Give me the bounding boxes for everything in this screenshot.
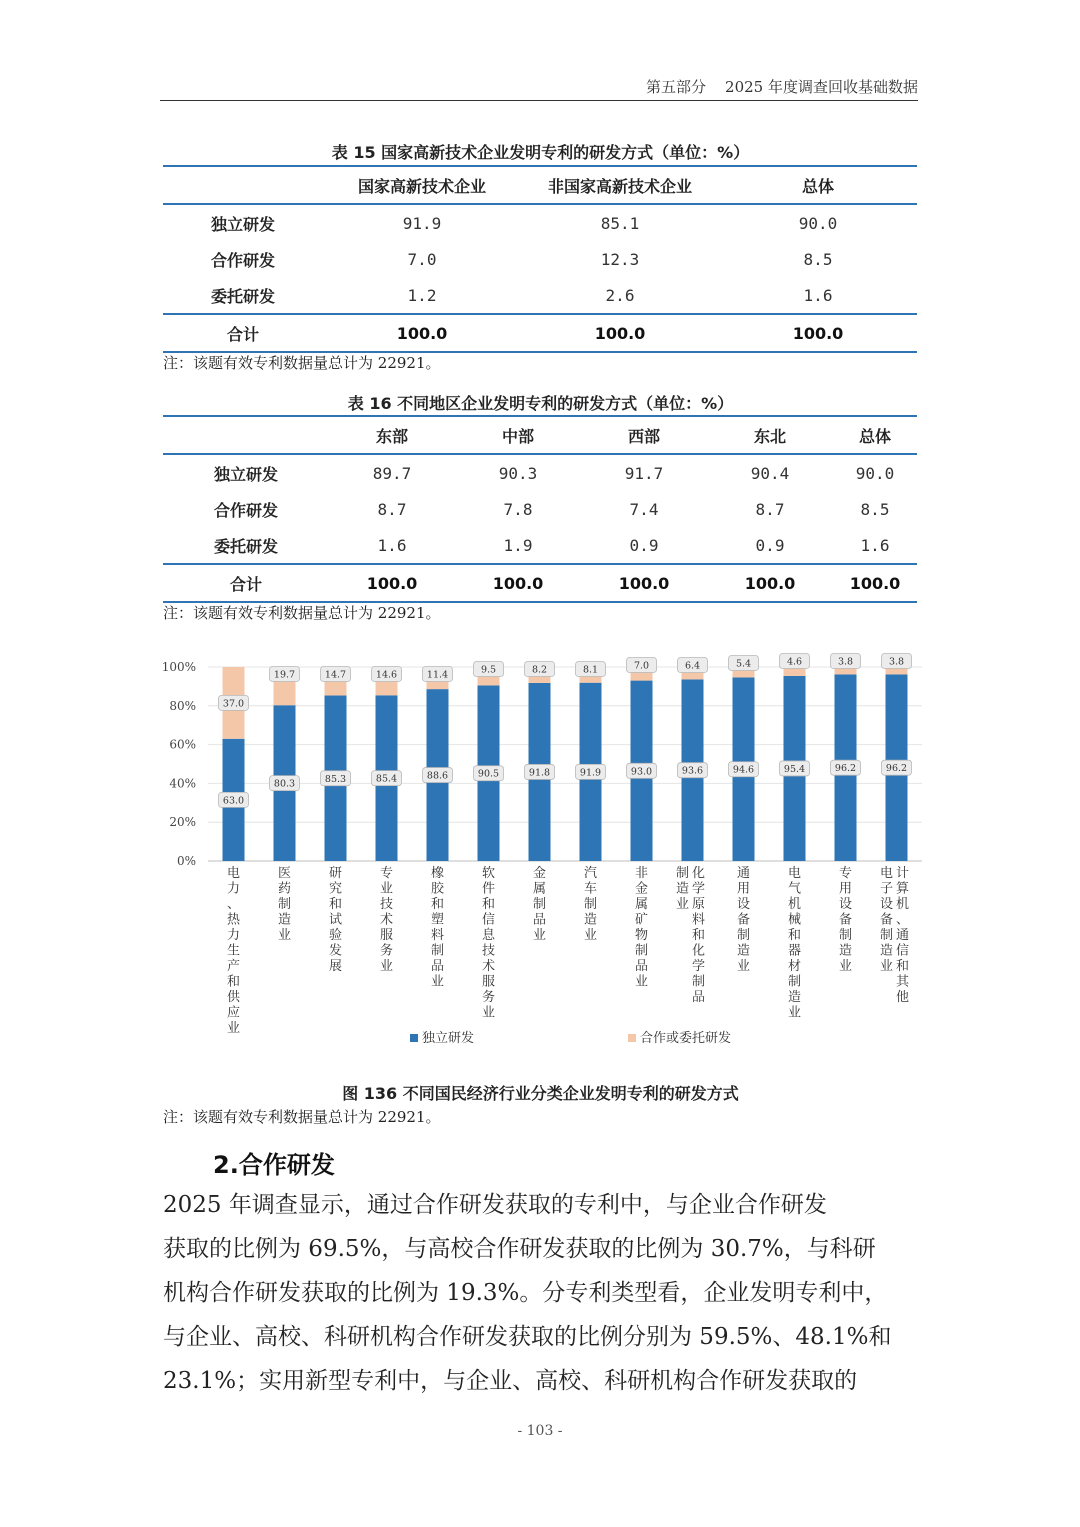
x-category-label: 制	[736, 928, 751, 943]
table16	[163, 415, 917, 603]
x-category-label: 业	[634, 974, 649, 990]
x-category-label: 技	[481, 943, 496, 959]
x-category-label: 究	[328, 881, 343, 897]
table-cell: 100.0	[707, 564, 833, 602]
x-category-label: 供	[226, 990, 241, 1005]
x-category-label: 造	[583, 912, 598, 928]
table15-total-row	[163, 314, 917, 352]
x-category-label: 专	[838, 866, 853, 881]
x-category-label: 力	[226, 928, 241, 943]
row-label: 独立研发	[210, 214, 275, 234]
row-label: 合计	[163, 564, 329, 602]
x-category-label: 制	[634, 943, 649, 959]
table-cell: 100.0	[833, 564, 917, 602]
x-category-label: 通	[895, 928, 910, 943]
x-category-label: 业	[379, 881, 394, 897]
x-category-label: 制	[787, 974, 802, 990]
data-label: 37.0	[222, 698, 245, 710]
table-cell: 7.4	[629, 499, 659, 519]
x-category-label: 品	[430, 959, 445, 974]
x-category-label: 、	[895, 912, 910, 928]
body-paragraph	[163, 1183, 923, 1403]
data-label: 14.6	[375, 669, 398, 681]
x-category-label: 造	[879, 943, 894, 959]
table-row	[163, 241, 917, 277]
table-cell: 100.0	[323, 314, 521, 352]
table-cell: 2.6	[605, 285, 635, 305]
x-category-label: 软	[481, 866, 496, 881]
x-category-label: 件	[481, 881, 496, 897]
x-category-label: 金	[532, 866, 547, 881]
x-category-label: 服	[379, 928, 394, 943]
data-label: 14.7	[324, 669, 347, 681]
table-cell: 12.3	[600, 249, 640, 269]
x-category-label: 金	[634, 881, 649, 897]
data-label: 85.3	[324, 773, 347, 785]
table-cell: 1.6	[803, 285, 833, 305]
x-category-label: 力	[226, 881, 241, 897]
table-cell: 1.6	[860, 535, 890, 555]
x-category-label: 务	[379, 943, 394, 959]
x-category-label: 和	[481, 897, 496, 912]
table-cell: 7.0	[407, 249, 437, 269]
data-label: 19.7	[273, 669, 296, 681]
table-row	[163, 491, 917, 527]
x-category-label: 胶	[430, 881, 445, 897]
x-category-label: 业	[226, 1021, 241, 1036]
data-label: 11.4	[426, 669, 449, 681]
table15-header-cell: 总体	[719, 166, 917, 204]
x-category-label: 专	[379, 866, 394, 881]
x-category-label: 矿	[634, 912, 649, 928]
header-rule	[160, 100, 918, 101]
x-category-label: 业	[481, 1005, 496, 1021]
x-category-label: 制	[277, 897, 292, 912]
x-category-label: 械	[787, 912, 802, 928]
x-category-label: 服	[481, 974, 496, 990]
table15-header-cell	[163, 166, 323, 204]
row-label: 独立研发	[213, 464, 278, 484]
x-category-label: 息	[481, 928, 496, 943]
x-category-label: 化	[691, 866, 706, 881]
header-section: 第五部分	[645, 78, 706, 96]
x-category-label: 机	[895, 897, 910, 912]
table-cell: 90.4	[750, 463, 790, 483]
x-category-label: 其	[895, 974, 910, 990]
x-category-label: 制	[879, 928, 894, 943]
x-category-label: 业	[736, 959, 751, 974]
x-category-label: 制	[583, 897, 598, 912]
y-tick-label: 40%	[169, 776, 196, 791]
table-cell: 0.9	[629, 535, 659, 555]
x-category-label: 品	[532, 912, 547, 928]
data-label: 93.0	[630, 766, 653, 778]
table-cell: 90.3	[498, 463, 538, 483]
x-category-label: 通	[736, 866, 751, 881]
table16-header-cell: 东北	[707, 416, 833, 454]
x-category-label: 备	[879, 912, 894, 928]
x-category-label: 业	[879, 959, 894, 974]
table-cell: 1.2	[407, 285, 437, 305]
table-cell: 100.0	[455, 564, 581, 602]
x-category-label: 造	[736, 943, 751, 959]
legend-label: 合作或委托研发	[640, 1031, 732, 1046]
x-category-label: 和	[787, 928, 802, 943]
data-label: 3.8	[837, 656, 854, 668]
x-category-label: 橡	[430, 866, 445, 881]
x-category-label: 生	[226, 943, 241, 959]
table-cell: 0.9	[755, 535, 785, 555]
x-category-label: 术	[379, 912, 394, 928]
x-category-label: 气	[787, 881, 802, 897]
x-category-label: 展	[328, 959, 343, 974]
x-category-label: 制	[532, 897, 547, 912]
x-category-label: 和	[226, 974, 241, 990]
x-category-label: 和	[328, 897, 343, 912]
x-category-label: 制	[675, 866, 690, 881]
x-category-label: 造	[838, 943, 853, 959]
table16-header-row	[163, 416, 917, 454]
x-category-label: 备	[736, 912, 751, 928]
data-label: 63.0	[222, 795, 245, 807]
x-category-label: 和	[430, 897, 445, 912]
x-category-label: 业	[379, 959, 394, 974]
table16-total-row	[163, 564, 917, 602]
table-cell: 100.0	[581, 564, 707, 602]
table-cell: 91.9	[402, 213, 442, 233]
x-category-label: 原	[691, 897, 706, 912]
table15	[163, 165, 917, 353]
x-category-label: 非	[634, 866, 649, 881]
y-tick-label: 20%	[169, 815, 196, 830]
x-category-label: 学	[691, 959, 706, 974]
table-row	[163, 527, 917, 564]
x-category-label: 用	[736, 881, 751, 897]
x-category-label: 信	[895, 943, 910, 959]
y-tick-label: 0%	[176, 854, 196, 868]
header-title: 2025 年度调查回收基础数据	[725, 78, 918, 96]
x-category-label: 设	[838, 897, 853, 912]
figure-caption: 图 136 不同国民经济行业分类企业发明专利的研发方式	[342, 1084, 739, 1103]
data-label: 6.4	[684, 660, 701, 672]
table-cell: 85.1	[600, 213, 640, 233]
x-category-label: 机	[787, 897, 802, 912]
table-cell: 8.5	[803, 249, 833, 269]
table15-header-cell: 国家高新技术企业	[323, 166, 521, 204]
x-category-label: 技	[379, 897, 394, 912]
table15-header-cell: 非国家高新技术企业	[521, 166, 719, 204]
x-category-label: 物	[634, 928, 649, 943]
x-category-label: 业	[430, 974, 445, 990]
table-cell: 100.0	[329, 564, 455, 602]
table15-caption: 表 15 国家高新技术企业发明专利的研发方式（单位：%）	[331, 143, 750, 162]
x-category-label: 汽	[583, 866, 598, 881]
table-cell: 100.0	[521, 314, 719, 352]
table16-header-cell: 西部	[581, 416, 707, 454]
x-category-label: 务	[481, 990, 496, 1005]
x-category-label: 造	[787, 990, 802, 1005]
table-cell: 1.6	[377, 535, 407, 555]
table-cell: 8.7	[377, 499, 407, 519]
data-label: 88.6	[426, 770, 449, 782]
stacked-bar-chart	[160, 645, 925, 1065]
paragraph-line: 机构合作研发获取的比例为 19.3%。分专利类型看，企业发明专利中，	[163, 1280, 888, 1306]
x-category-label: 计	[895, 866, 910, 881]
data-label: 96.2	[885, 763, 908, 775]
x-category-label: 试	[328, 912, 343, 928]
y-tick-label: 100%	[161, 660, 196, 674]
row-label: 合作研发	[210, 250, 275, 270]
chart-note: 注：该题有效专利数据量总计为 22921。	[163, 1108, 441, 1126]
x-category-label: 用	[838, 881, 853, 897]
table15-note: 注：该题有效专利数据量总计为 22921。	[163, 354, 441, 372]
paragraph-line: 获取的比例为 69.5%，与高校合作研发获取的比例为 30.7%，与科研	[163, 1236, 876, 1262]
table-row	[163, 454, 917, 491]
x-category-label: 算	[895, 881, 910, 897]
x-category-label: 信	[481, 912, 496, 928]
data-label: 90.5	[477, 768, 500, 780]
row-label: 委托研发	[213, 536, 278, 556]
x-category-label: 器	[787, 943, 802, 959]
legend-swatch-cooperative	[628, 1034, 636, 1042]
x-category-label: 制	[838, 928, 853, 943]
x-category-label: 术	[481, 959, 496, 974]
table16-header-cell	[163, 416, 329, 454]
running-header	[163, 76, 918, 97]
paragraph-line: 与企业、高校、科研机构合作研发获取的比例分别为 59.5%、48.1%和	[163, 1324, 892, 1350]
x-category-label: 备	[838, 912, 853, 928]
data-label: 9.5	[480, 664, 497, 676]
data-label: 5.4	[735, 658, 752, 670]
y-tick-label: 80%	[169, 698, 196, 713]
data-label: 4.6	[786, 656, 803, 668]
data-label: 95.4	[783, 763, 806, 775]
x-category-label: 和	[691, 928, 706, 943]
x-category-label: 车	[583, 881, 598, 897]
x-category-label: 造	[277, 912, 292, 928]
x-category-label: 业	[583, 928, 598, 943]
table16-header-cell: 中部	[455, 416, 581, 454]
x-category-label: 业	[277, 928, 292, 943]
x-category-label: 产	[226, 959, 241, 974]
section-heading: 2.合作研发	[213, 1151, 335, 1179]
x-category-label: 子	[879, 881, 894, 897]
x-category-label: 他	[895, 990, 910, 1005]
x-category-label: 业	[532, 928, 547, 943]
data-label: 80.3	[273, 778, 296, 790]
paragraph-line: 23.1%；实用新型专利中，与企业、高校、科研机构合作研发获取的	[163, 1368, 858, 1394]
x-category-label: 电	[787, 866, 802, 881]
x-category-label: 制	[691, 974, 706, 990]
data-label: 8.2	[531, 664, 548, 676]
table16-header-cell: 总体	[833, 416, 917, 454]
table16-caption: 表 16 不同地区企业发明专利的研发方式（单位：%）	[347, 394, 734, 413]
x-category-label: 业	[838, 959, 853, 974]
x-category-label: 业	[787, 1005, 802, 1021]
legend-label: 独立研发	[422, 1031, 475, 1046]
table-row	[163, 204, 917, 241]
row-label: 合计	[163, 314, 323, 352]
x-category-label: 化	[691, 943, 706, 959]
x-category-label: 制	[430, 943, 445, 959]
x-category-label: 品	[634, 959, 649, 974]
data-label: 8.1	[582, 664, 599, 676]
x-category-label: 料	[430, 928, 445, 943]
table-cell: 1.9	[503, 535, 533, 555]
x-category-label: 属	[532, 881, 547, 897]
x-category-label: 电	[226, 866, 241, 881]
table16-header-cell: 东部	[329, 416, 455, 454]
data-label: 94.6	[732, 764, 755, 776]
row-label: 委托研发	[210, 286, 275, 306]
x-category-label: 材	[787, 959, 802, 974]
x-category-label: 设	[736, 897, 751, 912]
page-number: - 103 -	[517, 1423, 563, 1439]
x-category-label: 料	[691, 912, 706, 928]
table-cell: 90.0	[798, 213, 838, 233]
x-category-label: 、	[226, 897, 241, 912]
x-category-label: 应	[226, 1005, 241, 1021]
data-label: 96.2	[834, 763, 857, 775]
x-category-label: 药	[277, 881, 292, 897]
x-category-label: 塑	[430, 912, 445, 928]
x-category-label: 热	[226, 912, 241, 928]
data-label: 3.8	[888, 656, 905, 668]
data-label: 93.6	[681, 765, 704, 777]
x-category-label: 设	[879, 897, 894, 912]
x-category-label: 验	[328, 928, 343, 943]
x-category-label: 业	[675, 897, 690, 912]
table16-note: 注：该题有效专利数据量总计为 22921。	[163, 604, 441, 622]
table-cell: 100.0	[719, 314, 917, 352]
legend-swatch-independent	[410, 1034, 418, 1042]
data-label: 91.8	[528, 767, 551, 779]
table-cell: 91.7	[624, 463, 664, 483]
x-category-label: 医	[277, 866, 292, 881]
x-category-label: 造	[675, 881, 690, 897]
row-label: 合作研发	[213, 500, 278, 520]
x-category-label: 属	[634, 897, 649, 912]
x-category-label: 电	[879, 866, 894, 881]
table-cell: 7.8	[503, 499, 533, 519]
x-category-label: 和	[895, 959, 910, 974]
x-category-label: 品	[691, 990, 706, 1005]
table-cell: 89.7	[372, 463, 412, 483]
data-label: 85.4	[375, 773, 398, 785]
table-row	[163, 277, 917, 314]
table15-header-row	[163, 166, 917, 204]
table-cell: 8.5	[860, 499, 890, 519]
x-category-label: 学	[691, 881, 706, 897]
paragraph-line: 2025 年调查显示，通过合作研发获取的专利中，与企业合作研发	[163, 1192, 827, 1218]
data-label: 91.9	[579, 767, 602, 779]
y-tick-label: 60%	[169, 737, 196, 752]
table-cell: 90.0	[855, 463, 895, 483]
data-label: 7.0	[633, 660, 650, 672]
x-category-label: 发	[328, 943, 343, 959]
table-cell: 8.7	[755, 499, 785, 519]
x-category-label: 研	[328, 866, 343, 881]
